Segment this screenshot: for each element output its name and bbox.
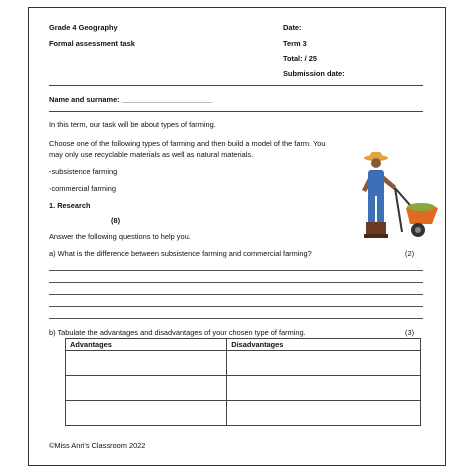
- header-advantages: Advantages: [66, 339, 227, 351]
- copyright-footer: ©Miss Anri's Classroom 2022: [49, 441, 146, 450]
- date-label: Date:: [283, 23, 302, 32]
- farmer-figure: [362, 152, 396, 238]
- grade-title: Grade 4 Geography: [49, 23, 118, 32]
- option-commercial: -commercial farming: [49, 184, 116, 193]
- table-row: [66, 376, 421, 401]
- section-intro: Answer the following questions to help you.: [49, 232, 191, 241]
- instructions-line-2: may only use recyclable materials as well as natural materials.: [49, 150, 254, 159]
- section-marks: (8): [111, 216, 121, 225]
- answer-line[interactable]: [49, 306, 423, 307]
- question-b: b) Tabulate the advantages and disadvantages of your chosen type of farming.: [49, 328, 306, 337]
- header-disadvantages: Disadvantages: [227, 339, 421, 351]
- question-b-marks: (3): [405, 328, 415, 337]
- wheelbarrow: [395, 188, 438, 237]
- instructions-line-1: Choose one of the following types of farming and then build a model of the farm. You: [49, 139, 326, 148]
- answer-line[interactable]: [49, 294, 423, 295]
- answer-line[interactable]: [49, 270, 423, 271]
- name-surname-field[interactable]: Name and surname: ______________________: [49, 95, 213, 104]
- table-cell[interactable]: [66, 351, 227, 376]
- answer-line[interactable]: [49, 318, 423, 319]
- table-cell[interactable]: [227, 376, 421, 401]
- table-row: [66, 401, 421, 426]
- task-type: Formal assessment task: [49, 39, 135, 48]
- table-cell[interactable]: [66, 376, 227, 401]
- worksheet-page: [28, 7, 446, 466]
- total-label: Total: / 25: [283, 54, 317, 63]
- advantages-table: [65, 338, 421, 426]
- table-header-row: [66, 339, 421, 351]
- section-title: 1. Research: [49, 201, 91, 210]
- divider-line: [49, 85, 423, 86]
- table-cell[interactable]: [66, 401, 227, 426]
- term-label: Term 3: [283, 39, 307, 48]
- question-a: a) What is the difference between subsistence farming and commercial farming?: [49, 249, 312, 258]
- option-subsistence: -subsistence farming: [49, 167, 118, 176]
- question-a-marks: (2): [405, 249, 415, 258]
- table-cell[interactable]: [227, 351, 421, 376]
- submission-date-label: Submission date:: [283, 69, 345, 78]
- divider-line: [49, 111, 423, 112]
- intro-text: In this term, our task will be about types of farming.: [49, 120, 216, 129]
- farmer-wheelbarrow-illustration: [354, 150, 442, 242]
- answer-line[interactable]: [49, 282, 423, 283]
- table-cell[interactable]: [227, 401, 421, 426]
- table-row: [66, 351, 421, 376]
